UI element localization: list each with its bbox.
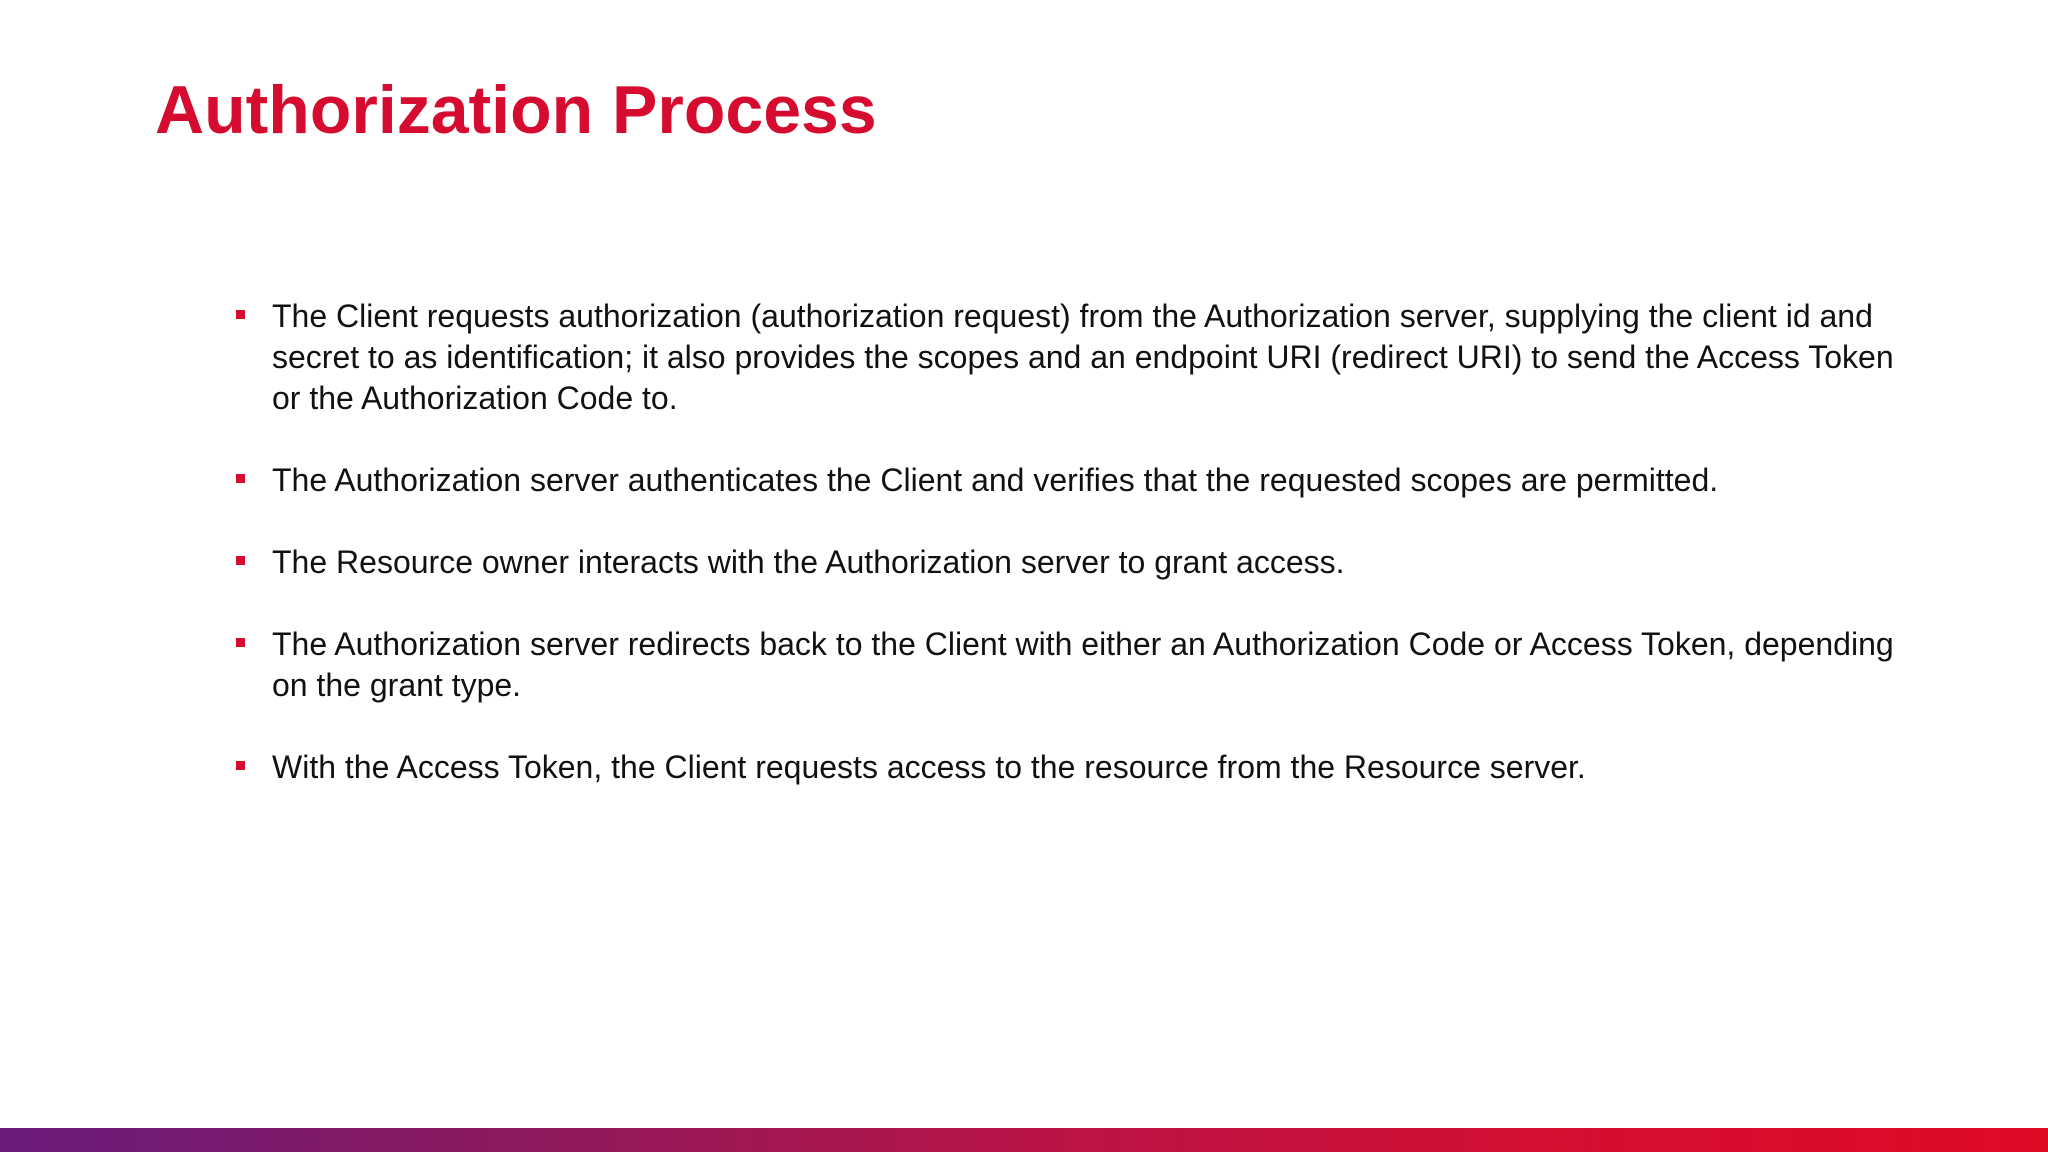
bullet-item [236,460,1896,501]
square-bullet-icon [236,556,245,565]
bullet-text: With the Access Token, the Client requests access to the resource from the Resource server. [272,749,1586,785]
bullet-text: The Authorization server authenticates the Client and verifies that the requested scopes are permitted. [272,462,1719,498]
square-bullet-icon [236,310,245,319]
bullet-item [236,296,1896,419]
bullet-item [236,542,1896,583]
slide-title: Authorization Process [155,72,877,148]
bullet-item [236,624,1896,706]
bullet-item [236,747,1896,788]
bullet-text: The Authorization server redirects back to the Client with either an Authorization Code or Access Token, depending on the grant type. [272,626,1894,703]
bullet-text: The Resource owner interacts with the Authorization server to grant access. [272,544,1345,580]
square-bullet-icon [236,638,245,647]
bullet-list [236,296,1896,829]
footer-gradient-bar [0,1128,2048,1152]
square-bullet-icon [236,761,245,770]
bullet-text: The Client requests authorization (authorization request) from the Authorization server, supplying the client id and secret to as identification; it also provides the scopes and an endpoint URI (redirect URI) to send the Access Token or the Authorization Code to. [272,298,1894,416]
square-bullet-icon [236,474,245,483]
